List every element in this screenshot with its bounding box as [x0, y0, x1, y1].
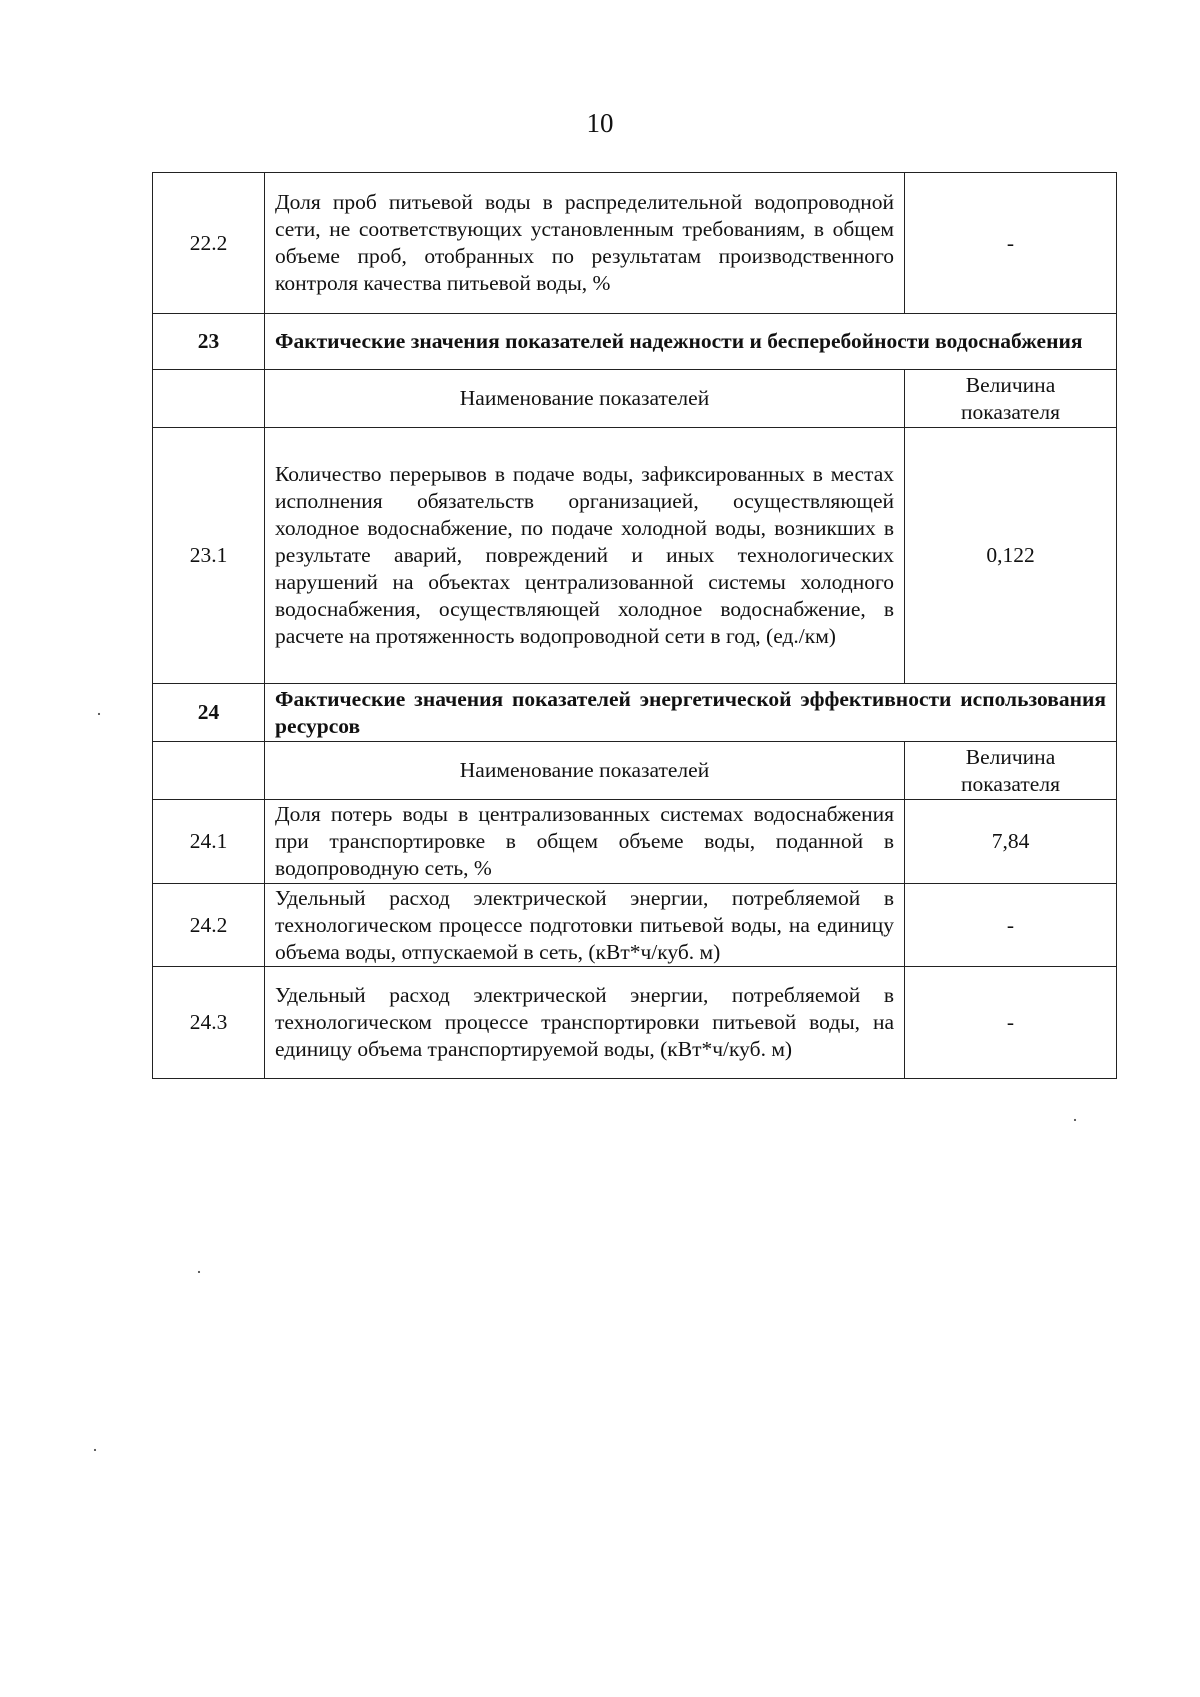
section-number: 23	[153, 314, 265, 370]
header-row	[153, 370, 1117, 428]
table-row	[153, 967, 1117, 1079]
row-number: 24.2	[153, 884, 265, 967]
indicator-name: Удельный расход электрической энергии, потребляемой в технологическом процессе подготовки питьевой воды, на единицу объема воды, отпускаемой в сеть, (кВт*ч/куб. м)	[265, 884, 905, 967]
indicator-value: 7,84	[905, 800, 1117, 884]
indicator-value: -	[905, 884, 1117, 967]
table-row	[153, 173, 1117, 314]
indicator-name: Количество перерывов в подаче воды, зафиксированных в местах исполнения обязательств организацией, осуществляющей холодное водоснабжение, по подаче холодной воды, возникших в результате аварий, повреждений и иных технологических нарушений на объектах централизованной системы холодного водоснабжения, осуществляющей холодное водоснабжение, в расчете на протяженность водопроводной сети в год, (ед./км)	[265, 428, 905, 684]
empty-cell	[153, 742, 265, 800]
section-row	[153, 314, 1117, 370]
indicator-name: Удельный расход электрической энергии, потребляемой в технологическом процессе транспортировки питьевой воды, на единицу объема транспортируемой воды, (кВт*ч/куб. м)	[265, 967, 905, 1079]
page-number: 10	[586, 108, 614, 138]
empty-cell	[153, 370, 265, 428]
indicator-value: -	[905, 173, 1117, 314]
row-number: 23.1	[153, 428, 265, 684]
section-title: Фактические значения показателей надежности и бесперебойности водоснабжения	[265, 314, 1117, 370]
column-header-name: Наименование показателей	[265, 370, 905, 428]
scan-speck: ·	[92, 1440, 98, 1460]
section-title: Фактические значения показателей энергетической эффективности использования ресурсов	[265, 684, 1117, 742]
table-row	[153, 428, 1117, 684]
indicator-name: Доля проб питьевой воды в распределительной водопроводной сети, не соответствующих установленным требованиям, в общем объеме проб, отобранных по результатам производственного контроля качества питьевой воды, %	[265, 173, 905, 314]
scan-speck: ·	[1072, 1110, 1078, 1130]
indicator-value: -	[905, 967, 1117, 1079]
indicator-value: 0,122	[905, 428, 1117, 684]
column-header-value: Величина показателя	[905, 742, 1117, 800]
section-number: 24	[153, 684, 265, 742]
row-number: 24.3	[153, 967, 265, 1079]
scan-speck: ·	[96, 704, 102, 724]
table-row	[153, 800, 1117, 884]
indicators-table	[152, 172, 1117, 1079]
row-number: 22.2	[153, 173, 265, 314]
column-header-name: Наименование показателей	[265, 742, 905, 800]
scan-speck: ·	[196, 1262, 202, 1282]
indicator-name: Доля потерь воды в централизованных системах водоснабжения при транспортировке в общем объеме воды, поданной в водопроводную сеть, %	[265, 800, 905, 884]
row-number: 24.1	[153, 800, 265, 884]
column-header-value: Величина показателя	[905, 370, 1117, 428]
table-row	[153, 884, 1117, 967]
header-row	[153, 742, 1117, 800]
section-row	[153, 684, 1117, 742]
